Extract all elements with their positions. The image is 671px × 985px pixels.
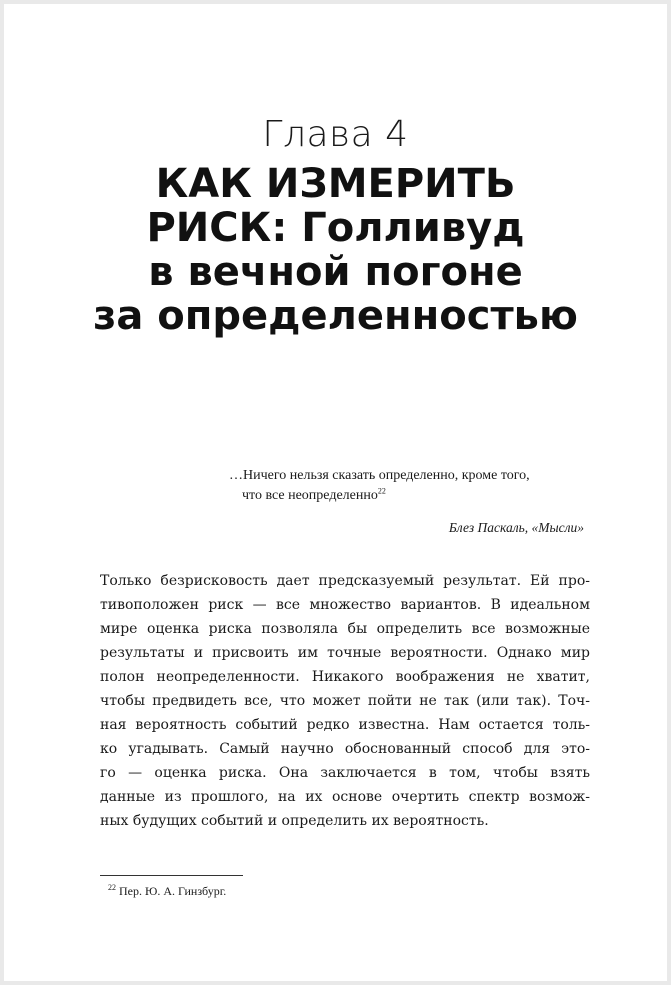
paragraph-line: результаты и присвоить им точные вероятности. Однако мир: [100, 645, 590, 661]
paragraph-line: ных будущих событий и определить их вероятность.: [100, 813, 489, 829]
chapter-title-line: за определенностью: [93, 293, 578, 339]
epigraph-line-text: что все неопределенно: [242, 488, 378, 503]
footnote-reference: 22: [377, 486, 386, 496]
paragraph-line: ко угадывать. Самый научно обоснованный способ для это-: [100, 741, 590, 757]
chapter-title-line: РИСК: Голливуд: [146, 205, 525, 251]
chapter-title-line: КАК ИЗМЕРИТЬ: [155, 161, 516, 207]
footnote-divider: [100, 875, 243, 876]
chapter-label: Глава 4: [262, 114, 409, 155]
paragraph-line: Только безрисковость дает предсказуемый результат. Ей про-: [100, 573, 590, 589]
footnote-text: Пер. Ю. А. Гинзбург.: [119, 884, 227, 898]
paragraph-line: го — оценка риска. Она заключается в том, чтобы взять: [100, 765, 590, 781]
paragraph-line: данные из прошлого, на их основе очертить спектр возмож-: [100, 789, 590, 805]
chapter-title: [4, 162, 667, 338]
paragraph-line: чтобы предвидеть все, что может пойти не так (или так). Точ-: [100, 693, 590, 709]
book-page: [4, 4, 667, 981]
footnote: [108, 884, 226, 899]
paragraph-line: ная вероятность событий редко известна. Нам остается толь-: [100, 717, 590, 733]
chapter-title-line: в вечной погоне: [148, 249, 523, 295]
epigraph-line: [229, 486, 584, 506]
epigraph: [229, 466, 584, 506]
paragraph-line: тивоположен риск — все множество вариантов. В идеальном: [100, 597, 590, 613]
paragraph-line: мире оценка риска позволяла бы определить все возможные: [100, 621, 590, 637]
body-paragraph: [100, 569, 590, 833]
paragraph-line: полон неопределенности. Никакого воображения не хватит,: [100, 669, 590, 685]
epigraph-attribution: Блез Паскаль, «Мысли»: [448, 520, 584, 535]
footnote-number: 22: [108, 883, 116, 892]
epigraph-line: …Ничего нельзя сказать определенно, кроме того,: [229, 468, 530, 483]
